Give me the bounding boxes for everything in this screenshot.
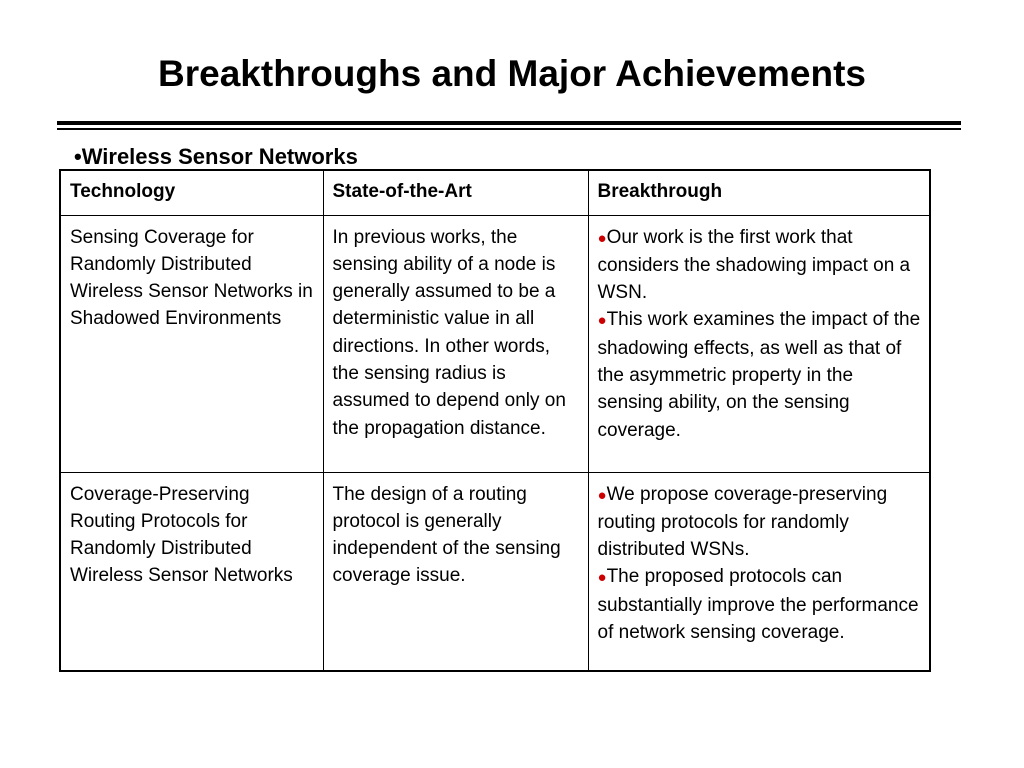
cell-state-of-the-art: The design of a routing protocol is generally independent of the sensing coverage issue.	[323, 472, 588, 670]
slide-title: Breakthroughs and Major Achievements	[158, 53, 866, 94]
cell-breakthrough	[588, 215, 929, 472]
breakthrough-point	[598, 306, 922, 443]
breakthrough-point-text: The proposed protocols can substantially improve the performance of network sensing coverage.	[597, 566, 919, 643]
red-bullet-icon: ●	[597, 312, 607, 330]
red-bullet-icon: ●	[597, 486, 607, 504]
breakthrough-point	[598, 563, 922, 646]
table-row	[61, 472, 929, 670]
header-technology: Technology	[61, 171, 323, 215]
table-header-row	[61, 171, 929, 215]
title-divider-thick	[57, 121, 961, 125]
table-row	[61, 215, 929, 472]
header-breakthrough: Breakthrough	[588, 171, 929, 215]
breakthrough-point-text: We propose coverage-preserving routing protocols for randomly distributed WSNs.	[597, 483, 888, 561]
cell-state-of-the-art: In previous works, the sensing ability of a node is generally assumed to be a deterministic value in all directions. In other words, the sensing radius is assumed to depend only on the propagation distance.	[323, 215, 588, 472]
red-bullet-icon: ●	[597, 229, 607, 247]
achievements-table	[59, 169, 931, 672]
section-heading: •Wireless Sensor Networks	[74, 144, 358, 169]
red-bullet-icon: ●	[597, 569, 607, 587]
cell-technology: Sensing Coverage for Randomly Distributed Wireless Sensor Networks in Shadowed Environments	[61, 215, 323, 472]
cell-technology: Coverage-Preserving Routing Protocols for Randomly Distributed Wireless Sensor Networks	[61, 472, 323, 670]
header-state-of-the-art: State-of-the-Art	[323, 171, 588, 215]
title-divider-thin	[57, 128, 961, 130]
breakthrough-point-text: Our work is the first work that considers the shadowing impact on a WSN.	[597, 226, 911, 304]
cell-breakthrough	[588, 472, 929, 670]
breakthrough-point	[598, 481, 922, 564]
breakthrough-point-text: This work examines the impact of the shadowing effects, as well as that of the asymmetric property in the sensing ability, on the sensing coverage.	[597, 309, 921, 441]
breakthrough-point	[598, 224, 922, 307]
